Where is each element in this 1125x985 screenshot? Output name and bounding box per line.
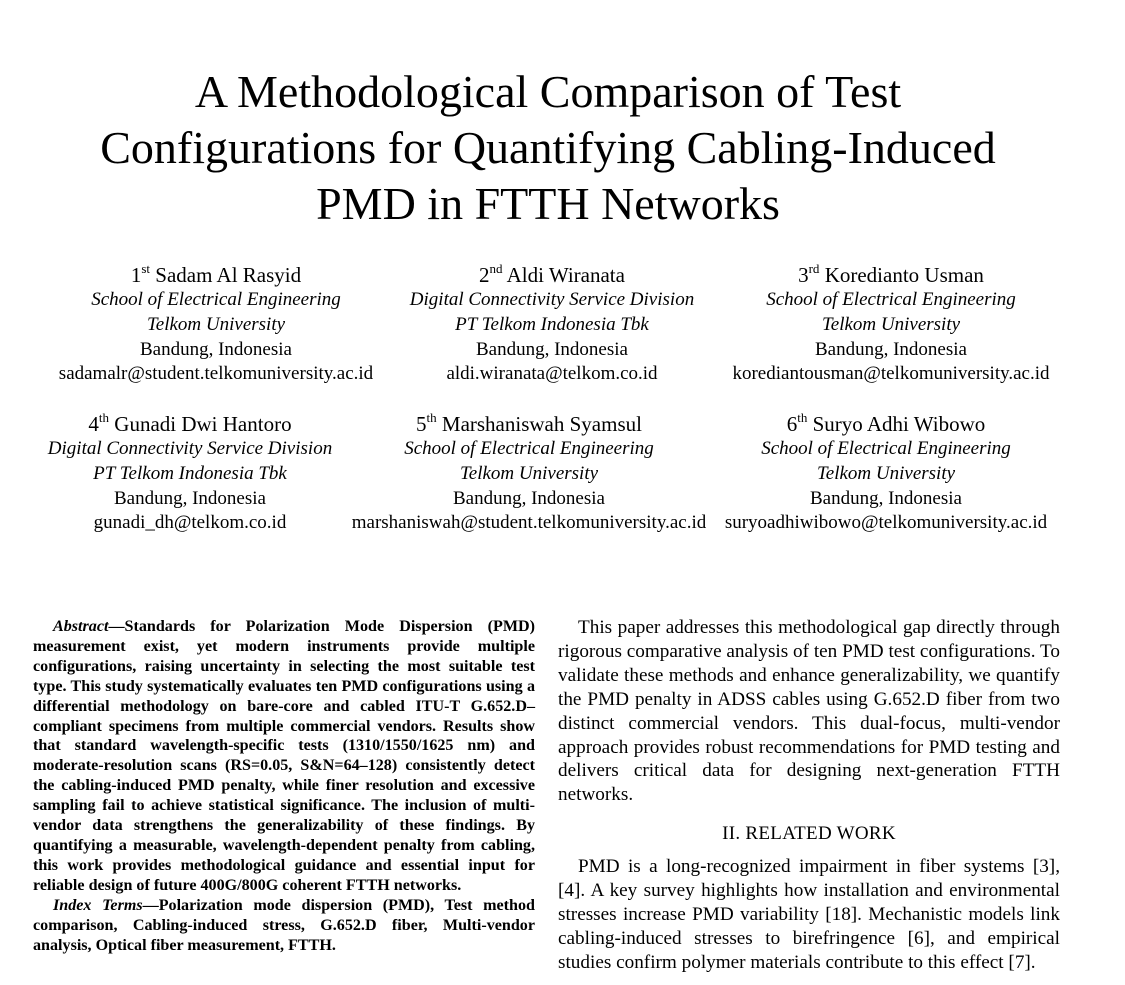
author-email: aldi.wiranata@telkom.co.id (446, 363, 658, 385)
author-block-6 (696, 411, 1076, 536)
title-line: Configurations for Quantifying Cabling-Induced (100, 122, 996, 173)
author-affiliation: Digital Connectivity Service Division (409, 289, 695, 310)
author-city: Bandung, Indonesia (453, 487, 605, 509)
author-affiliation: School of Electrical Engineering (766, 289, 1016, 310)
author-city: Bandung, Indonesia (140, 338, 292, 360)
author-email: suryoadhiwibowo@telkomuniversity.ac.id (724, 512, 1048, 534)
author-email: gunadi_dh@telkom.co.id (93, 512, 287, 534)
author-block-4 (0, 411, 380, 536)
index-terms-label: Index Terms (53, 896, 143, 914)
author-block-5 (339, 411, 719, 536)
author-affiliation: Telkom University (146, 313, 286, 335)
intro-paragraph: This paper addresses this methodological gap directly through rigorous comparative analysis of ten PMD test configurations. To validate these methods and enhance generalizability, we quantify the PMD penalty in ADSS cables using G.652.D fiber from two distinct commercial vendors. This dual-focus, multi-vendor approach provides robust recommendations for PMD testing and delivers critical data for designing next-generation FTTH networks. (558, 617, 1060, 806)
author-city: Bandung, Indonesia (815, 338, 967, 360)
author-name: 6th Suryo Adhi Wibowo (786, 410, 986, 436)
author-name: 2nd Aldi Wiranata (479, 261, 625, 287)
paper-title (0, 64, 1096, 232)
abstract-label: Abstract (53, 618, 109, 635)
author-name: 5th Marshaniswah Syamsul (416, 410, 642, 436)
author-email: sadamalr@student.telkomuniversity.ac.id (58, 363, 374, 385)
author-affiliation: PT Telkom Indonesia Tbk (455, 313, 649, 335)
author-city: Bandung, Indonesia (810, 487, 962, 509)
author-affiliation: PT Telkom Indonesia Tbk (93, 462, 287, 484)
related-work-paragraph: PMD is a long-recognized impairment in fiber systems [3], [4]. A key survey highlights how installation and environmental stresses increase PMD variability [18]. Mechanistic models link cabling-induced stresses to birefringence [6], and empirical studies confirm polymer materials contribute to this effect [7]. (558, 856, 1060, 973)
author-affiliation: Telkom University (821, 313, 961, 335)
author-affiliation: School of Electrical Engineering (404, 438, 654, 459)
author-email: korediantousman@telkomuniversity.ac.id (732, 363, 1050, 385)
abstract-text: —Standards for Polarization Mode Dispersion (PMD) measurement exist, yet modern instruments provide multiple configurations, raising uncertainty in selecting the most suitable test type. This study systematically evaluates ten PMD configurations using a differential methodology on bare-core and cabled ITU-T G.652.D–compliant specimens from multiple commercial vendors. Results show that standard wavelength-specific tests (1310/1550/1625 nm) and moderate-resolution scans (RS=0.05, S&N=64–128) consistently detect the cabling-induced PMD penalty, while finer resolution and excessive sampling fail to achieve statistical significance. The inclusion of multi-vendor data strengthens the generalizability of these findings. By quantifying a measurable, wavelength-dependent penalty from cabling, this work provides methodological guidance and essential input for reliable design of future 400G/800G coherent FTTH networks. (33, 618, 535, 894)
author-email: marshaniswah@student.telkomuniversity.ac.id (351, 512, 707, 534)
author-city: Bandung, Indonesia (476, 338, 628, 360)
author-block-2 (362, 262, 742, 387)
author-name: 1st Sadam Al Rasyid (130, 261, 302, 287)
author-affiliation: Telkom University (459, 462, 599, 484)
author-block-1 (26, 262, 406, 387)
abstract (33, 617, 535, 955)
title-line: A Methodological Comparison of Test (194, 66, 902, 117)
author-affiliation: Digital Connectivity Service Division (47, 438, 333, 459)
title-line: PMD in FTTH Networks (316, 178, 780, 229)
author-city: Bandung, Indonesia (114, 487, 266, 509)
author-name: 4th Gunadi Dwi Hantoro (88, 410, 292, 436)
index-terms (33, 896, 535, 956)
section-heading-related-work: II. RELATED WORK (722, 823, 896, 844)
author-affiliation: Telkom University (816, 462, 956, 484)
author-affiliation: School of Electrical Engineering (91, 289, 341, 310)
index-terms-text: —Polarization mode dispersion (PMD), Test method comparison, Cabling-induced stress, G.652.D fiber, Multi-vendor analysis, Optical fiber measurement, FTTH. (33, 896, 535, 954)
author-name: 3rd Koredianto Usman (798, 261, 984, 287)
author-affiliation: School of Electrical Engineering (761, 438, 1011, 459)
author-block-3 (701, 262, 1081, 387)
abstract-paragraph (33, 617, 535, 896)
